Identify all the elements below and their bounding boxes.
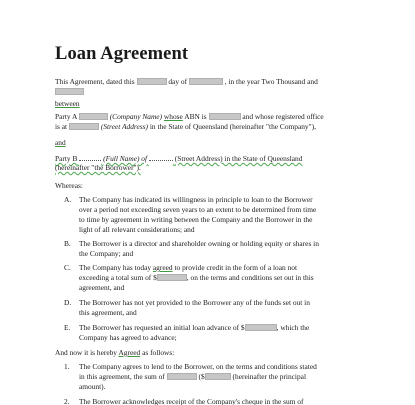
document-title: Loan Agreement (55, 44, 189, 64)
full-name-blank[interactable] (79, 160, 101, 161)
between-word: between (55, 99, 80, 108)
intro-line-1: This Agreement, dated this day of , in the year Two Thousand and (55, 77, 318, 86)
clause-b-line-1: The Borrower is a director and shareholder owning or holding equity or shares in (79, 239, 319, 248)
clause-d-label: D. (64, 298, 72, 307)
borrower-address-blank[interactable] (149, 160, 173, 161)
agreed-line: And now it is hereby Agreed as follows: (55, 348, 175, 357)
intro-line-2 (55, 87, 84, 97)
clause-a-line-4: light of all relevant considerations; and (79, 225, 195, 234)
abn-blank[interactable] (209, 113, 241, 120)
clause-a-line-2: over a period not exceeding seven years to an extent to be determined from time (79, 205, 317, 214)
clause-c-line-1: The Company has today agreed to provide credit in the form of a loan not (79, 263, 297, 272)
principal-amount-blank[interactable] (205, 373, 231, 380)
whereas-heading: Whereas: (55, 181, 83, 190)
clause-d-line-2: this agreement, and (79, 308, 137, 317)
year-blank[interactable] (55, 88, 84, 95)
item-2-line-1: The Borrower acknowledges receipt of the Company's cheque in the sum of (79, 397, 304, 405)
clause-e-label: E. (64, 323, 71, 332)
clause-e-line-1: The Borrower has requested an initial loan advance of $ , which the (79, 323, 310, 332)
party-b-line-1: Party B (Full Name) of (Street Address) in the State of Queensland (55, 154, 303, 163)
item-1-line-2: in this agreement, the sum of ($ (hereinafter the principal (79, 372, 307, 381)
clause-a-line-3: to time by agreement in writing between the Company and the Borrower in the (79, 215, 313, 224)
date-blank[interactable] (137, 78, 167, 85)
total-sum-blank[interactable] (157, 274, 187, 281)
clause-b-label: B. (64, 239, 71, 248)
clause-d-line-1: The Borrower has not yet provided to the Borrower any of the funds set out in (79, 298, 310, 307)
item-2-label: 2. (64, 397, 70, 405)
clause-a-label: A. (64, 195, 72, 204)
party-a-line-2: is at (Street Address) in the State of Queensland (hereinafter "the Company"), (55, 122, 316, 131)
clause-a-line-1: The Company has indicated its willingness in principle to loan to the Borrower (79, 195, 313, 204)
clause-e-line-2: Company has agreed to advance; (79, 333, 177, 342)
initial-advance-blank[interactable] (245, 324, 277, 331)
item-1-line-1: The Company agrees to lend to the Borrower, on the terms and conditions stated (79, 362, 317, 371)
month-blank[interactable] (189, 78, 223, 85)
party-b-line-2: (hereinafter "the Borrower"). (55, 163, 141, 172)
company-name-blank[interactable] (79, 113, 108, 120)
clause-b-line-2: the Company; and (79, 249, 134, 258)
clause-c-label: C. (64, 263, 71, 272)
principal-words-blank[interactable] (167, 373, 197, 380)
clause-c-line-2: exceeding a total sum of $ , on the terms and conditions set out in this (79, 273, 314, 282)
item-1-line-3: amount). (79, 382, 106, 391)
party-a-line-1: Party A (Company Name) whose ABN is and whose registered office (55, 112, 324, 121)
item-1-label: 1. (64, 362, 70, 371)
and-word: and (55, 138, 66, 147)
company-address-blank[interactable] (69, 123, 99, 130)
clause-c-line-3: agreement, and (79, 283, 125, 292)
